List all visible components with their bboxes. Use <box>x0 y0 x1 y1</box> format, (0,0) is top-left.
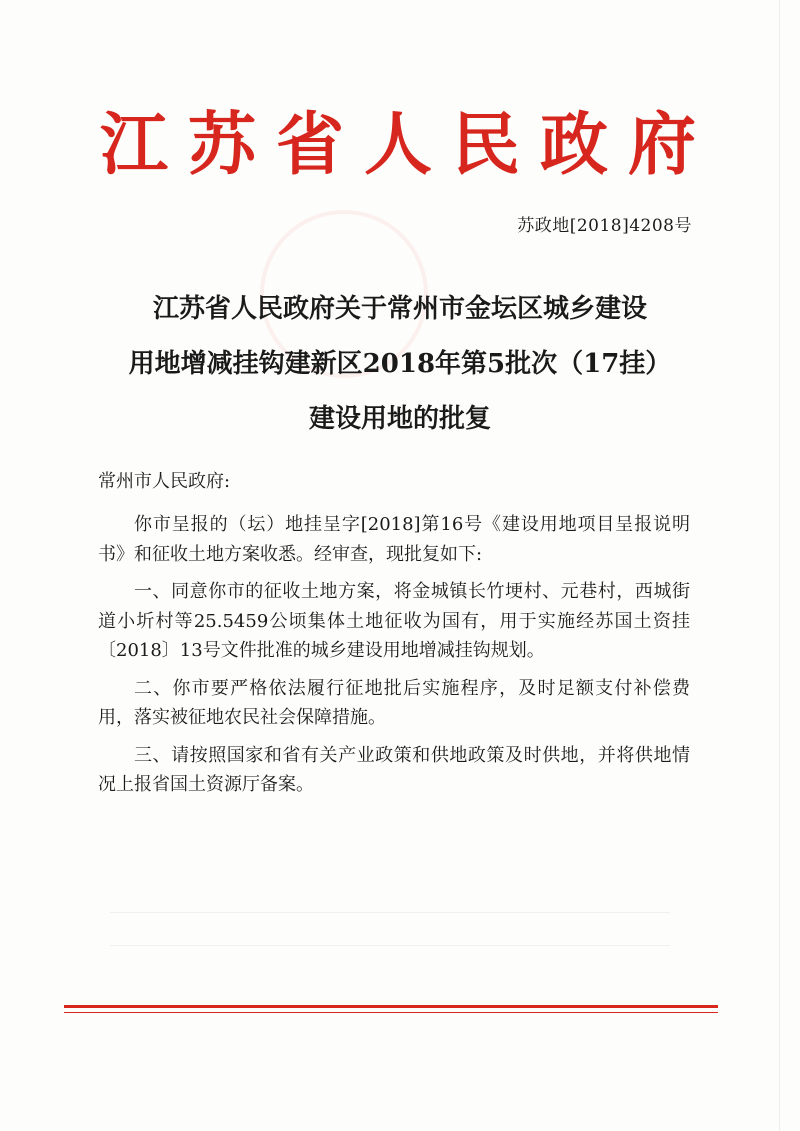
title-line-2: 用地增减挂钩建新区2018年第5批次（17挂） <box>128 349 672 379</box>
title-line-3: 建设用地的批复 <box>308 404 491 434</box>
document-number: 苏政地[2018]4208号 <box>517 216 692 236</box>
document-title <box>100 282 700 447</box>
salutation: 常州市人民政府: <box>98 471 231 492</box>
footer-rule-thin <box>64 1012 718 1013</box>
masthead-issuer: 江苏省人民政府 <box>100 105 700 185</box>
footer-rule-thick <box>64 1005 718 1008</box>
faint-show-through-line <box>110 912 670 913</box>
paragraph-item-3: 三、请按照国家和省有关产业政策和供地政策及时供地，并将供地情况上报省国土资源厅备案。 <box>98 744 690 795</box>
paragraph-intro: 你市呈报的（坛）地挂呈字[2018]第16号《建设用地项目呈报说明书》和征收土地方案收悉。经审查，现批复如下: <box>98 514 690 565</box>
title-line-1: 江苏省人民政府关于常州市金坛区城乡建设 <box>152 294 647 324</box>
scan-edge-shadow <box>779 0 780 1131</box>
paragraph-item-2: 二、你市要严格依法履行征地批后实施程序，及时足额支付补偿费用，落实被征地农民社会保障措施。 <box>98 677 690 728</box>
document-body <box>98 510 690 808</box>
paragraph-item-1: 一、同意你市的征收土地方案，将金城镇长竹埂村、元巷村，西城街道小圻村等25.5459公顷集体土地征收为国有，用于实施经苏国土资挂〔2018〕13号文件批准的城乡建设用地增减挂钩规划。 <box>98 581 690 661</box>
faint-show-through-line <box>110 945 670 946</box>
